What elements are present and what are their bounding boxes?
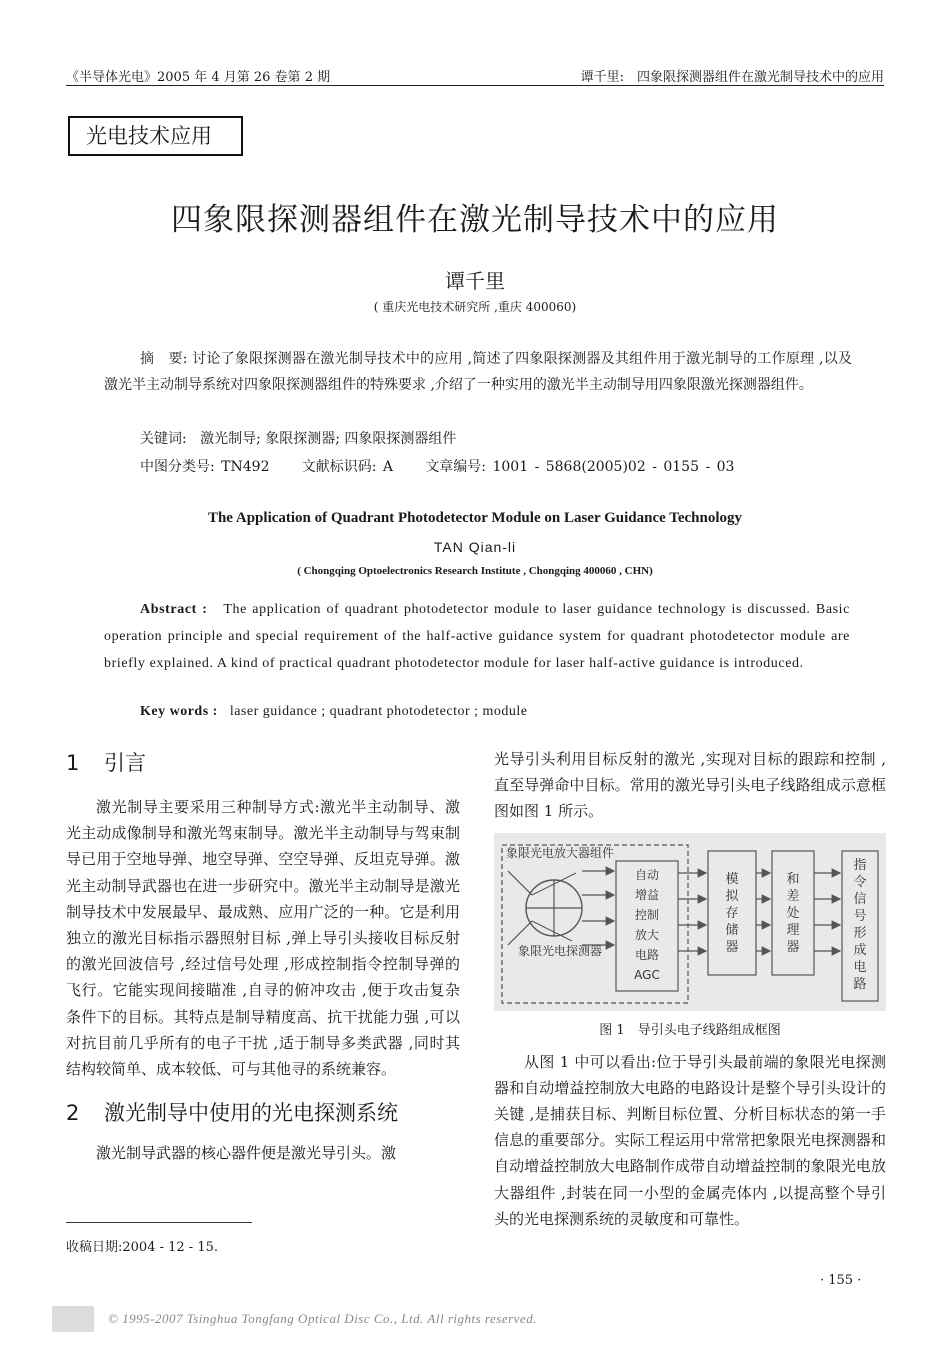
diagram-char: 器 xyxy=(786,939,800,955)
detector-label: 象限光电探测器 xyxy=(518,943,603,958)
module-boundary xyxy=(502,845,688,1003)
classification-cn xyxy=(140,456,734,476)
diagram-char: 存 xyxy=(725,905,739,921)
agc-label-line: 电路 xyxy=(634,947,660,962)
agc-label-line: 自动 xyxy=(634,867,660,882)
diagram-char: 模 xyxy=(725,871,739,887)
section-number: 2 xyxy=(66,1101,80,1126)
figure-caption: 图 1 导引头电子线路组成框图 xyxy=(599,1022,781,1038)
diagram-char: 理 xyxy=(786,922,800,938)
paper-title: 四象限探测器组件在激光制导技术中的应用 xyxy=(171,202,779,238)
running-header xyxy=(66,62,884,86)
keywords-cn-label: 关键词: xyxy=(140,431,187,447)
section-title: 激光制导中使用的光电探测系统 xyxy=(104,1101,398,1126)
agc-label-line: 放大 xyxy=(634,927,660,942)
analog-memory-label xyxy=(725,871,739,955)
diagram-char: 路 xyxy=(853,976,867,992)
section-number: 1 xyxy=(66,751,80,775)
diagram-char: 指 xyxy=(853,857,867,873)
sum-diff-processor-label xyxy=(786,872,799,955)
clc-value: TN492 xyxy=(221,459,270,475)
running-title: 谭千里: 四象限探测器组件在激光制导技术中的应用 xyxy=(580,70,884,85)
diagram-char: 器 xyxy=(725,939,739,955)
section-heading-2 xyxy=(66,1096,460,1140)
abstract-cn xyxy=(104,346,852,398)
article-no-label: 文章编号: xyxy=(425,459,487,475)
agc-label-line: 控制 xyxy=(634,907,660,922)
module-label: 象限光电放大器组件 xyxy=(506,845,615,860)
agc-abbr: AGC xyxy=(634,967,660,982)
diagram-char: 电 xyxy=(853,959,867,975)
page-number: · 155 · xyxy=(820,1273,862,1288)
right-column xyxy=(494,746,886,1232)
paper-title-en: The Application of Quadrant Photodetector Module on Laser Guidance Technology xyxy=(207,510,743,526)
paragraph: 光导引头利用目标反射的激光 ,实现对目标的跟踪和控制 ,直至导弹命中目标。常用的激光导引头电子线路组成示意框图如图 1 所示。 xyxy=(494,750,886,821)
keywords-en-text: laser guidance ; quadrant photodetector ; module xyxy=(229,704,528,719)
affiliation: ( 重庆光电技术研究所 ,重庆 400060) xyxy=(373,300,577,314)
diagram-char: 拟 xyxy=(725,888,739,904)
footer xyxy=(52,1306,752,1334)
diagram-char: 处 xyxy=(786,905,800,921)
agc-label-line: 增益 xyxy=(634,887,660,902)
diagram-char: 令 xyxy=(853,874,867,890)
keywords-en-label: Key words : xyxy=(140,704,218,719)
figure-1-block-diagram xyxy=(494,833,886,1011)
diagram-char: 形 xyxy=(853,925,867,941)
keywords-cn-text: 激光制导; 象限探测器; 四象限探测器组件 xyxy=(200,431,457,447)
publisher-logo-icon xyxy=(52,1306,94,1332)
keywords-en xyxy=(140,704,528,720)
diagram-char: 储 xyxy=(725,922,739,938)
doc-code-label: 文献标识码: xyxy=(301,459,377,475)
section-heading-1 xyxy=(66,746,460,790)
article-no-value: 1001 - 5868(2005)02 - 0155 - 03 xyxy=(492,459,735,475)
column-tag: 光电技术应用 xyxy=(68,116,243,156)
command-signal-circuit-label xyxy=(853,857,866,992)
paragraph: 激光制导武器的核心器件便是激光导引头。激 xyxy=(96,1144,397,1163)
keywords-cn xyxy=(140,428,456,448)
section-title: 引言 xyxy=(104,751,146,775)
abstract-cn-label: 摘 要: xyxy=(140,351,188,367)
diagram-char: 和 xyxy=(786,871,800,887)
author: 谭千里 xyxy=(445,269,505,293)
received-date: 收稿日期:2004 - 12 - 15. xyxy=(66,1240,218,1255)
agc-label xyxy=(634,867,660,982)
block-diagram xyxy=(494,833,886,1011)
diagram-char: 差 xyxy=(786,888,800,904)
quadrant-detector-icon xyxy=(508,871,582,945)
abstract-en-text: The application of quadrant photodetector module to laser guidance technology is discussed. Basic operation principle and special requirement of the half-active guidance system for quadrant photodetector module are briefly explained. A kind of practical quadrant photodetector module for laser half-active guidance is introduced. xyxy=(104,602,850,671)
diagram-char: 号 xyxy=(853,908,867,924)
author-en: TAN Qian-li xyxy=(433,539,517,555)
abstract-cn-text: 讨论了象限探测器在激光制导技术中的应用 ,简述了四象限探测器及其组件用于激光制导的工作原理 ,以及激光半主动制导系统对四象限探测器组件的特殊要求 ,介绍了一种实用的激光半主动制导用四象限激光探测器组件。 xyxy=(104,351,852,393)
diagram-char: 信 xyxy=(853,891,867,907)
diagram-char: 成 xyxy=(853,942,867,958)
paragraph: 从图 1 中可以看出:位于导引头最前端的象限光电探测器和自动增益控制放大电路的电路设计是整个导引头设计的关键 ,是捕获目标、判断目标位置、分析目标状态的第一手信息的重要部分。实际工程运用中常常把象限光电探测器和自动增益控制放大电路制作成带自动增益控制的象限光电放大器组件 ,封装在同一小型的金属壳体内 ,以提高整个导引头的光电探测系统的灵敏度和可靠性。 xyxy=(494,1052,886,1228)
paragraph: 激光制导主要采用三种制导方式:激光半主动制导、激光主动成像制导和激光驾束制导。激光半主动制导与驾束制导已用于空地导弹、地空导弹、空空导弹、反坦克导弹。激光主动制导武器也在进一步研究中。激光半主动制导是激光制导技术中发展最早、最成熟、应用广泛的一种。它是利用独立的激光目标指示器照射目标 ,弹上导引头接收目标反射的激光回波信号 ,经过信号处理 ,形成控制指令控制导弹的飞行。它能实现间接瞄准 ,自寻的俯冲攻击 ,便于攻击复杂条件下的目标。其特点是制导精度高、抗干扰能力强 ,可以对抗目前几乎所有的电子干扰 ,适于制导多类武器 ,同时其结构较简单、成本较低、可与其他寻的系统兼容。 xyxy=(66,798,460,1079)
doc-code-value: A xyxy=(382,459,394,475)
copyright: © 1995-2007 Tsinghua Tongfang Optical Disc Co., Ltd. All rights reserved. xyxy=(108,1311,537,1326)
journal-info: 《半导体光电》2005 年 4 月第 26 卷第 2 期 xyxy=(66,70,331,85)
clc-label: 中图分类号: xyxy=(140,459,215,475)
abstract-en-label: Abstract : xyxy=(140,602,208,617)
footnote-divider xyxy=(66,1222,252,1223)
affiliation-en: ( Chongqing Optoelectronics Research Institute , Chongqing 400060 , CHN) xyxy=(297,565,653,577)
left-column xyxy=(66,746,460,1166)
abstract-en xyxy=(104,596,850,677)
